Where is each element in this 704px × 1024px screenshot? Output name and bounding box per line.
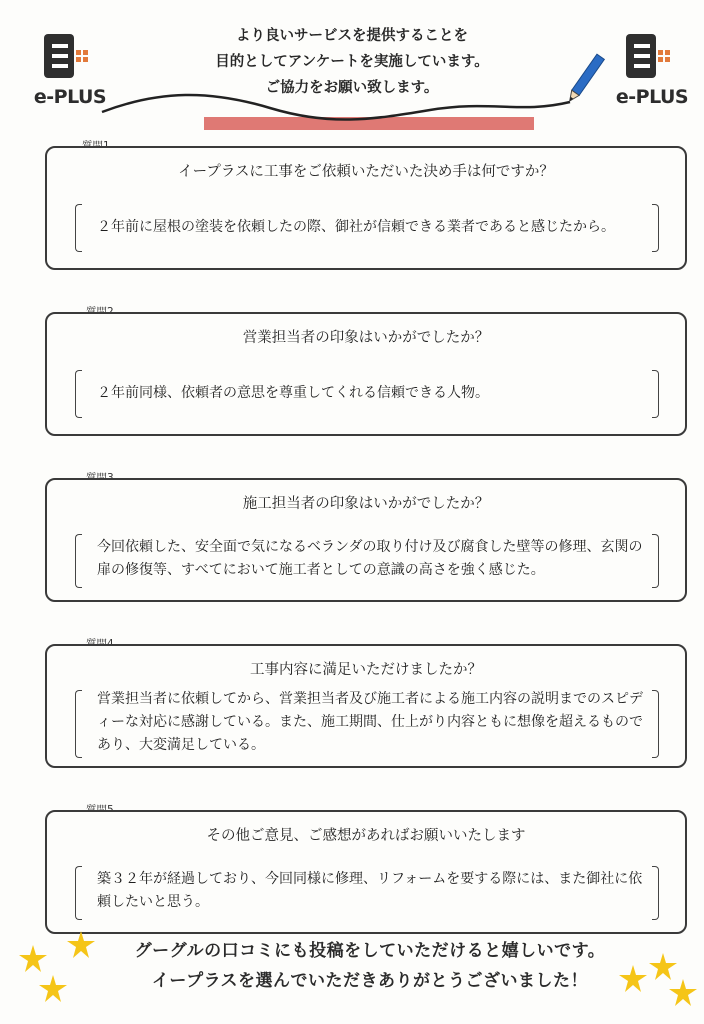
answer-bracket-left xyxy=(75,204,82,252)
eplus-brand-left: e-PLUS xyxy=(33,86,107,108)
question-5-box xyxy=(45,810,687,934)
answer-bracket-left xyxy=(75,690,82,758)
question-4-box xyxy=(45,644,687,768)
question-1-title: イープラスに工事をご依頼いただいた決め手は何ですか？ xyxy=(178,164,554,180)
eplus-brand-right: e-PLUS xyxy=(615,86,689,108)
eplus-logo-mark-icon xyxy=(624,30,672,82)
question-2-title: 営業担当者の印象はいかがでしたか？ xyxy=(242,330,490,346)
footer-line-1: グーグルの口コミにも投稿をしていただけると嬉しいです。 xyxy=(134,941,606,961)
question-4-title: 工事内容に満足いただけましたか？ xyxy=(250,662,482,678)
wavy-line-decoration xyxy=(100,80,620,130)
question-5-answer: 築３２年が経過しており、今回同様に修理、リフォームを要する際には、また御社に依頼したいと思う。 xyxy=(97,871,643,910)
question-4-answer: 営業担当者に依頼してから、営業担当者及び施工者による施工内容の説明までのスピディーな対応に感謝している。また、施工期間、仕上がり内容ともに想像を超えるものであり、大変満足している。 xyxy=(97,691,643,753)
eplus-logo-mark-icon xyxy=(42,30,90,82)
star-decoration-icon xyxy=(668,978,698,1008)
question-5-title: その他ご意見、ご感想があればお願いいたします xyxy=(206,828,526,844)
star-decoration-icon xyxy=(18,944,48,974)
footer-line-2: イープラスを選んでいただきありがとうございました！ xyxy=(151,971,589,991)
star-decoration-icon xyxy=(66,930,96,960)
header-line-2: 目的としてアンケートを実施しています。 xyxy=(215,54,489,70)
star-decoration-icon xyxy=(618,964,648,994)
answer-bracket-left xyxy=(75,370,82,418)
eplus-logo-left xyxy=(30,30,110,110)
answer-bracket-left xyxy=(75,534,82,588)
question-2-box xyxy=(45,312,687,436)
star-decoration-icon xyxy=(38,974,68,1004)
answer-bracket-left xyxy=(75,866,82,920)
question-3-box xyxy=(45,478,687,602)
question-3-title: 施工担当者の印象はいかがでしたか？ xyxy=(242,496,490,512)
question-1-answer: ２年前に屋根の塗装を依頼したの際、御社が信頼できる業者であると感じたから。 xyxy=(97,219,615,235)
question-1-box xyxy=(45,146,687,270)
question-3-answer: 今回依頼した、安全面で気になるベランダの取り付け及び腐食した壁等の修理、玄関の扉の修復等、すべてにおいて施工者としての意識の高さを強く感じた。 xyxy=(97,539,643,578)
pen-icon xyxy=(560,50,610,110)
header-line-1: より良いサービスを提供することを xyxy=(236,28,468,44)
header-line-3: ご協力をお願い致します。 xyxy=(265,80,439,96)
question-2-answer: ２年前同様、依頼者の意思を尊重してくれる信頼できる人物。 xyxy=(97,385,489,401)
eplus-logo-right xyxy=(612,30,692,110)
